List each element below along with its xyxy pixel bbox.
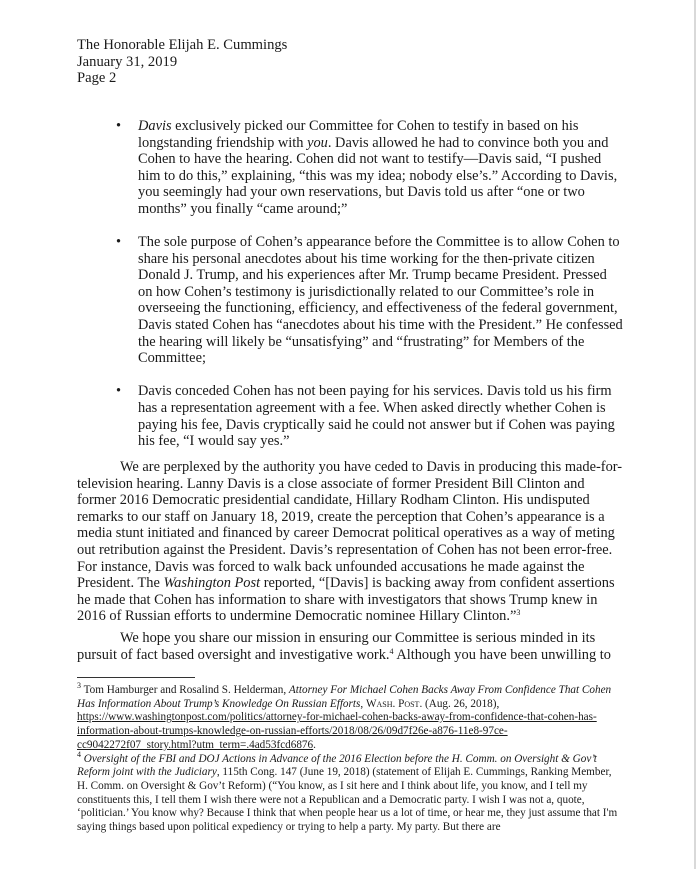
body-paragraph bbox=[77, 459, 625, 625]
bullet-text: . Davis allowed he had to convince both you and Cohen to have the hearing. Cohen did not want to testify—Davis said, “I pushed him to do this,” explaining, “this was my idea; nobody else’s.” According to Davis, you seemingly had your own reservations, but Davis told us after “one or two months” you finally “came around;” bbox=[138, 134, 618, 217]
bullet-dot-icon: • bbox=[116, 383, 122, 400]
publication-name: Washington Post bbox=[163, 575, 261, 592]
bullet-item bbox=[116, 383, 624, 449]
footnote-publication: Wash. Post bbox=[365, 697, 420, 710]
footnote-number: 4 bbox=[77, 749, 81, 759]
recipient-line: The Honorable Elijah E. Cummings bbox=[77, 37, 288, 53]
footnote-ref[interactable]: 3 bbox=[516, 608, 521, 618]
footnote bbox=[77, 681, 625, 753]
footnote-title: Attorney For Michael Cohen Backs Away From Confidence That Cohen Has Information About Trump’s Knowledge On Russian Efforts bbox=[77, 684, 612, 710]
footnote-text: Tom Hamburger and Rosalind S. Helderman, bbox=[81, 684, 289, 696]
footnotes bbox=[77, 681, 625, 835]
bullet-text: exclusively picked our Committee for Cohen to testify in based on his longstanding friendship with bbox=[138, 118, 579, 151]
emphasis-you: you bbox=[307, 134, 328, 151]
footnote-text: , bbox=[360, 697, 366, 710]
bullet-text: Davis conceded Cohen has not been paying for his services. Davis told us his firm has a representation agreement with a fee. When asked directly whether Cohen is paying his fee, Davis cryptically said he could not answer but if Cohen was paying his fee, “I would say yes.” bbox=[138, 383, 615, 450]
footnote-text: . (Aug. 26, 2018), bbox=[419, 697, 500, 710]
letter-header bbox=[77, 37, 287, 87]
page-number: Page 2 bbox=[77, 70, 117, 86]
bullet-list bbox=[116, 118, 624, 466]
footnote-link[interactable]: https://www.washingtonpost.com/politics/attorney-for-michael-cohen-backs-away-from-confidence-that-cohen-has-information-about-trumps-knowledge-on-russian-efforts/2018/08/26/09d7f26e-a876-11e8-97ce-cc9042272f07_story.html?utm_term=.4ad53fcd6876 bbox=[77, 711, 597, 751]
paragraph-text: reported, “[Davis] is backing away from confident assertions he made that Cohen has information to share with investigators that shows Trump knew in 2016 of Russian efforts to undermine Democratic nominee Hillary Clinton.” bbox=[77, 575, 615, 625]
date-line: January 31, 2019 bbox=[77, 53, 178, 70]
footnote-ref[interactable]: 4 bbox=[389, 646, 394, 656]
footnote-divider bbox=[77, 677, 195, 678]
body-paragraph bbox=[77, 630, 625, 663]
bullet-text: The sole purpose of Cohen’s appearance before the Committee is to allow Cohen to share his personal anecdotes about his time working for the then-private citizen Donald J. Trump, and his experiences after Mr. Trump became President. Pressed on how Cohen’s testimony is jurisdictionally related to our Committee’s role in overseeing the functioning, efficiency, and effectiveness of the federal government, Davis stated Cohen has “anecdotes about his time with the President.” He confessed the hearing will likely be “unsatisfying” and “frustrating” for Members of the Committee; bbox=[138, 234, 623, 367]
bullet-item bbox=[116, 118, 624, 218]
bullet-dot-icon: • bbox=[116, 118, 122, 134]
footnote-number: 3 bbox=[77, 681, 81, 690]
paragraph-text: We hope you share our mission in ensuring our Committee is serious minded in its pursuit of fact based oversight and investigative work. bbox=[77, 630, 596, 663]
footnote-title: Oversight of the FBI and DOJ Actions in Advance of the 2016 Election before the H. Comm. on Oversight & Gov’t Reform joint with the Judiciary bbox=[77, 752, 597, 779]
footnote-text: . bbox=[313, 738, 316, 751]
bullet-item bbox=[116, 234, 624, 367]
bullet-dot-icon: • bbox=[116, 234, 122, 251]
footnote bbox=[77, 749, 625, 835]
paragraph-text: Although you have been unwilling to bbox=[393, 646, 611, 663]
footnote-text: , 115th Cong. 147 (June 19, 2018) (statement of Elijah E. Cummings, Ranking Member, H. Comm. on Oversight & Gov’t Reform) (“You know, as I sit here and I think about life, you know, and I tell my constituents this, I tell them I wish there were not a Republican and a Democratic party. I wish I was not a, quote, ‘politician.’ You know why? Because I think that when people hear us a lot of time, or hear me, they just assume that I'm saying things based upon political expediency or trying to help a party. My party. But there are bbox=[77, 766, 618, 834]
paragraph-text: We are perplexed by the authority you have ceded to Davis in producing this made-for-television hearing. Lanny Davis is a close associate of former President Bill Clinton and former 2016 Democratic presidential candidate, Hillary Rodham Clinton. His undisputed remarks to our staff on January 18, 2019, create the perception that Cohen’s appearance is a media stunt initiated and financed by career Democrat political operatives as a way of meting out retribution against the President. Davis’s representation of Cohen has not been error-free. For instance, Davis was forced to walk back unfounded accusations he made against the President. The bbox=[77, 459, 623, 592]
emphasis-davis: Davis bbox=[138, 118, 172, 134]
